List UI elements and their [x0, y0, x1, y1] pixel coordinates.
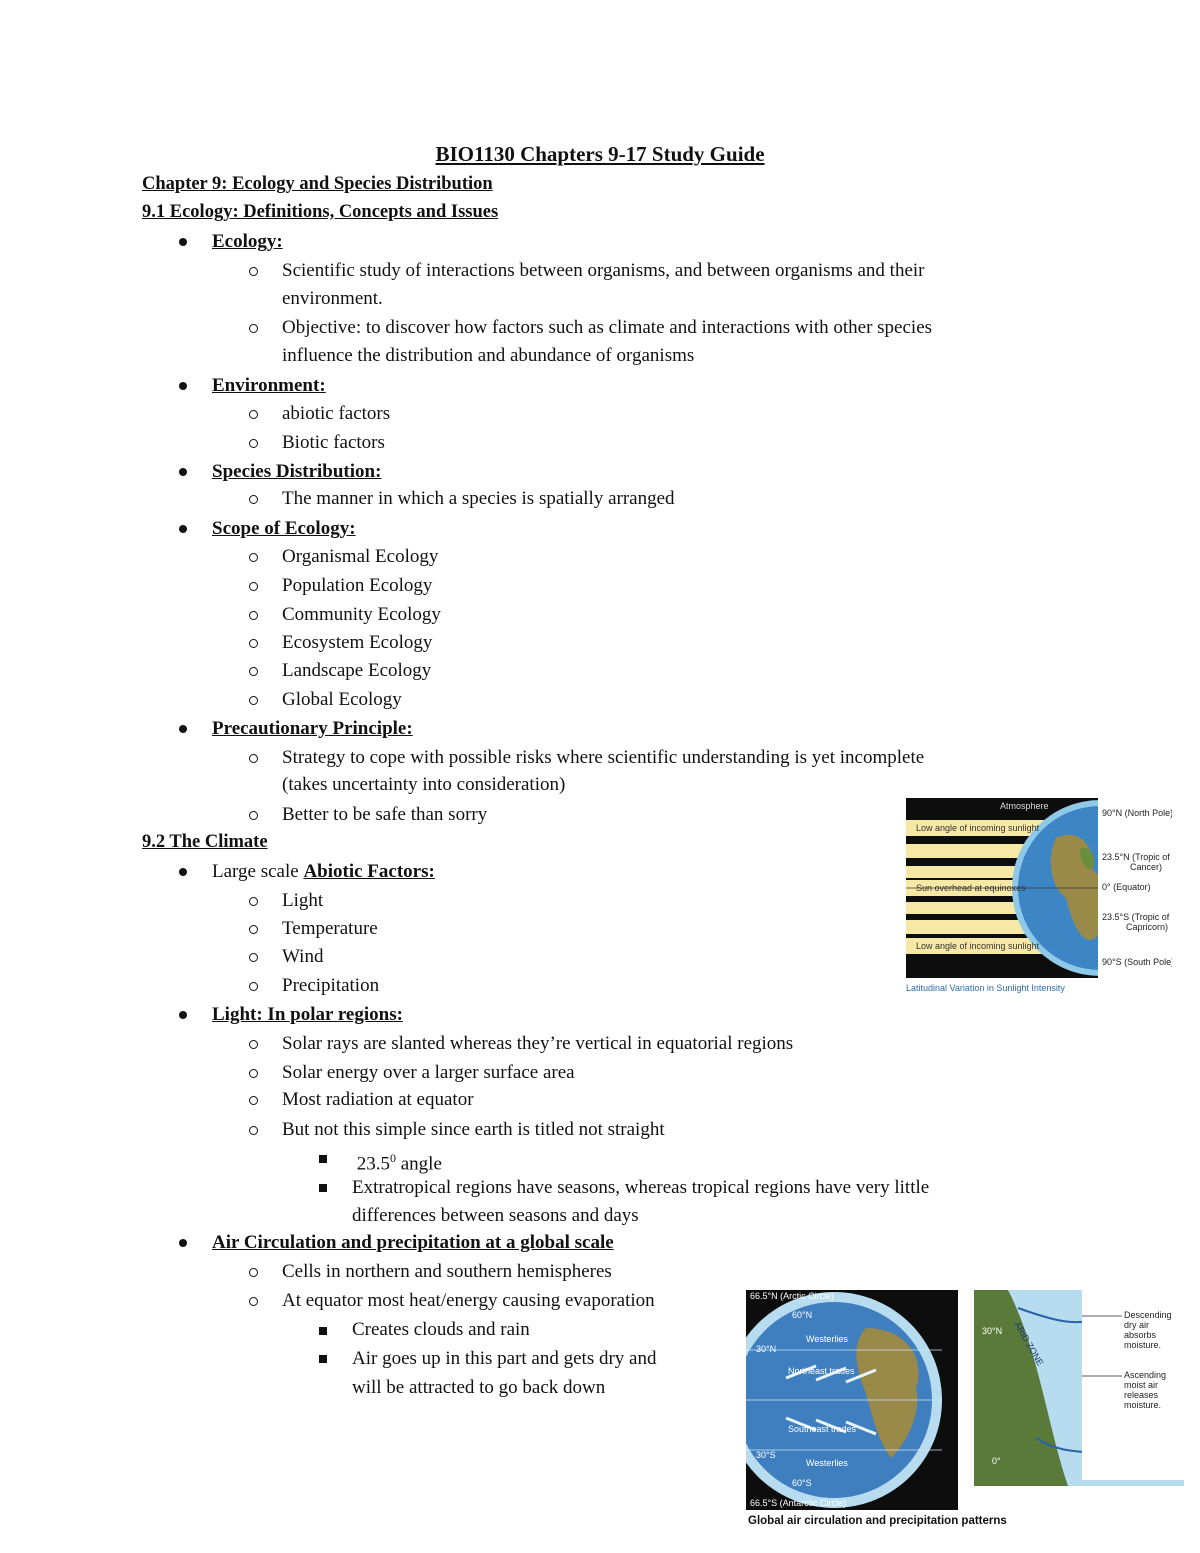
light-item: Most radiation at equator — [282, 1089, 474, 1110]
scope-item: Global Ecology — [282, 689, 402, 710]
descending-3: absorbs — [1124, 1330, 1157, 1340]
northeast-trades: Northeast trades — [788, 1366, 855, 1376]
band-bottom-label: Low angle of incoming sunlight — [916, 941, 1040, 951]
ascending-3: releases — [1124, 1390, 1159, 1400]
air-circulation-diagram — [746, 1288, 1186, 1540]
environment-item: abiotic factors — [282, 403, 391, 424]
bullet-circle — [249, 611, 258, 620]
bullet-square — [319, 1355, 327, 1363]
environment-label: Environment: — [212, 375, 326, 396]
bullet-disc — [179, 468, 187, 476]
sunlight-caption: Latitudinal Variation in Sunlight Intensity — [906, 983, 1065, 993]
bullet-circle — [249, 582, 258, 591]
bullet-circle — [249, 754, 258, 763]
abiotic-label: Abiotic Factors: — [303, 861, 435, 882]
bullet-disc — [179, 238, 187, 246]
bullet-circle — [249, 410, 258, 419]
bullet-square — [319, 1155, 327, 1163]
bullet-circle — [249, 1040, 258, 1049]
chapter-heading: Chapter 9: Ecology and Species Distribution — [142, 174, 493, 194]
ecology-item-2-line-1: Objective: to discover how factors such as climate and interactions with other species — [282, 317, 933, 338]
bullet-disc — [179, 1011, 187, 1019]
species-distribution-item: The manner in which a species is spatially arranged — [282, 488, 675, 509]
light-label: Light: In polar regions: — [212, 1004, 403, 1025]
ecology-item-1-line-1: Scientific study of interactions between organisms, and between organisms and their — [282, 260, 925, 281]
light-item: But not this simple since earth is titled not straight — [282, 1119, 665, 1140]
precautionary-item-2: Better to be safe than sorry — [282, 804, 488, 825]
air-item: At equator most heat/energy causing evaporation — [282, 1290, 655, 1311]
bullet-circle — [249, 439, 258, 448]
bullet-disc — [179, 382, 187, 390]
bullet-circle — [249, 267, 258, 276]
descending-4: moisture. — [1124, 1340, 1162, 1350]
air-sub-item-2-line-2: will be attracted to go back down — [352, 1377, 606, 1398]
westerlies-north: Westerlies — [806, 1334, 848, 1344]
bullet-disc — [179, 868, 187, 876]
scope-item: Ecosystem Ecology — [282, 632, 433, 653]
sunlight-figure — [906, 798, 1172, 998]
ecology-label: Ecology: — [212, 231, 283, 252]
angle-value: 23.5 — [356, 1153, 390, 1175]
bullet-disc — [179, 1239, 187, 1247]
air-sub-item-1: Creates clouds and rain — [352, 1319, 530, 1340]
ascending-2: moist air — [1124, 1380, 1159, 1390]
precautionary-item-1-line-2: (takes uncertainty into consideration) — [282, 774, 566, 795]
precautionary-label: Precautionary Principle: — [212, 718, 413, 739]
angle-superscript: 0 — [390, 1151, 396, 1165]
arctic-label: 66.5°N (Arctic Circle) — [750, 1291, 835, 1301]
band-top-label: Low angle of incoming sunlight — [916, 823, 1040, 833]
scope-label: Scope of Ecology: — [212, 518, 356, 539]
inset-lat-30n: 30°N — [982, 1326, 1003, 1336]
ascending-4: moisture. — [1124, 1400, 1162, 1410]
westerlies-south: Westerlies — [806, 1458, 848, 1468]
sunlight-diagram — [906, 798, 1172, 998]
descending-1: Descending — [1124, 1310, 1172, 1320]
light-item: Solar energy over a larger surface area — [282, 1062, 575, 1083]
bullet-circle — [249, 1126, 258, 1135]
lat-cancer-2: Cancer) — [1130, 862, 1163, 872]
light-item: Solar rays are slanted whereas they’re vertical in equatorial regions — [282, 1033, 794, 1054]
light-sub-item-2-line-1: Extratropical regions have seasons, whereas tropical regions have very little — [352, 1177, 930, 1198]
bullet-circle — [249, 811, 258, 820]
scope-item: Population Ecology — [282, 575, 433, 596]
inset-lat-0: 0° — [992, 1456, 1001, 1466]
bullet-circle — [249, 925, 258, 934]
lat-30n: 30°N — [756, 1344, 777, 1354]
lat-cancer-1: 23.5°N (Tropic of — [1102, 852, 1170, 862]
descending-2: dry air — [1124, 1320, 1150, 1330]
air-circulation-figure — [746, 1288, 1186, 1540]
bullet-circle — [249, 324, 258, 333]
scope-item: Community Ecology — [282, 604, 441, 625]
air-item: Cells in northern and southern hemispheres — [282, 1261, 612, 1282]
air-circulation-caption: Global air circulation and precipitation patterns — [748, 1515, 1007, 1527]
abiotic-item: Wind — [282, 946, 324, 967]
bullet-circle — [249, 897, 258, 906]
ascending-1: Ascending — [1124, 1370, 1167, 1380]
bullet-circle — [249, 553, 258, 562]
lat-30s: 30°S — [756, 1450, 776, 1460]
abiotic-prefix: Large scale — [212, 861, 304, 882]
section-heading-9-1: 9.1 Ecology: Definitions, Concepts and Issues — [142, 202, 499, 222]
lat-capricorn-1: 23.5°S (Tropic of — [1102, 912, 1170, 922]
bullet-circle — [249, 1268, 258, 1277]
bullet-circle — [249, 953, 258, 962]
southeast-trades: Southeast trades — [788, 1424, 857, 1434]
arid-zone-label: ARID ZONE — [1012, 1320, 1046, 1368]
air-sub-item-2-line-1: Air goes up in this part and gets dry and — [352, 1348, 657, 1369]
antarctic-label: 66.5°S (Antarctic Circle) — [750, 1498, 847, 1508]
bullet-disc — [179, 725, 187, 733]
ecology-item-1-line-2: environment. — [282, 288, 383, 309]
bullet-circle — [249, 667, 258, 676]
bullet-square — [319, 1184, 327, 1192]
bullet-disc — [179, 525, 187, 533]
air-label: Air Circulation and precipitation at a global scale — [212, 1232, 614, 1253]
scope-item: Organismal Ecology — [282, 546, 439, 567]
bullet-circle — [249, 495, 258, 504]
section-heading-9-2: 9.2 The Climate — [142, 832, 268, 852]
ecology-item-2-line-2: influence the distribution and abundance of organisms — [282, 345, 695, 366]
lat-equator: 0° (Equator) — [1102, 882, 1151, 892]
atmosphere-label: Atmosphere — [1000, 801, 1049, 811]
bullet-circle — [249, 1297, 258, 1306]
bullet-circle — [249, 639, 258, 648]
bullet-circle — [249, 1069, 258, 1078]
bullet-circle — [249, 1096, 258, 1105]
abiotic-item: Precipitation — [282, 975, 380, 996]
abiotic-line — [212, 858, 435, 886]
bullet-circle — [249, 696, 258, 705]
lat-60s: 60°S — [792, 1478, 812, 1488]
precautionary-item-1-line-1: Strategy to cope with possible risks where scientific understanding is yet incomplete — [282, 747, 925, 768]
environment-item: Biotic factors — [282, 432, 385, 453]
angle-unit: angle — [396, 1153, 442, 1175]
abiotic-item: Temperature — [282, 918, 378, 939]
light-sub-item-2-line-2: differences between seasons and days — [352, 1205, 639, 1226]
bullet-circle — [249, 982, 258, 991]
lat-capricorn-2: Capricorn) — [1126, 922, 1169, 932]
band-mid-label: Sun overhead at equinoxes — [916, 883, 1026, 893]
species-distribution-label: Species Distribution: — [212, 461, 382, 482]
lat-north-pole: 90°N (North Pole) — [1102, 808, 1172, 818]
abiotic-item: Light — [282, 890, 324, 911]
bullet-square — [319, 1327, 327, 1335]
lat-south-pole: 90°S (South Pole) — [1102, 957, 1172, 967]
document-title: BIO1130 Chapters 9-17 Study Guide — [435, 142, 765, 166]
scope-item: Landscape Ecology — [282, 660, 432, 681]
lat-60n: 60°N — [792, 1310, 813, 1320]
